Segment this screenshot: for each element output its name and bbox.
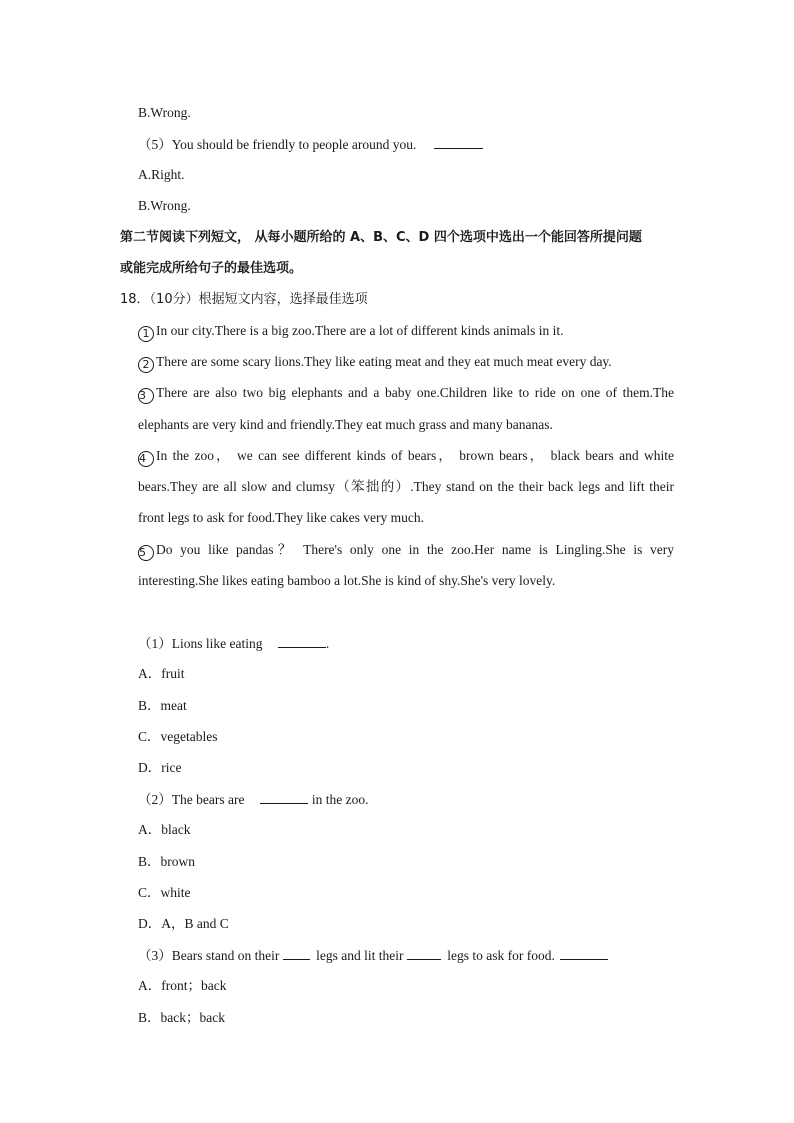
sub-question-2-blank[interactable]	[260, 790, 308, 804]
sub-question-3-stem-part-2: legs and lit their	[316, 948, 404, 963]
paragraph-1-line-1: In our city.There is a big zoo.There are a lot of different kinds animals in it.	[156, 323, 564, 338]
sub-question-1-option-d: D．rice	[138, 760, 182, 775]
sub-question-1-stem-row	[138, 634, 329, 653]
paragraph-5-line-2: interesting.She likes eating bamboo a lot.She is kind of shy.She's very lovely.	[138, 573, 556, 588]
sub-question-3-blank-1[interactable]	[283, 946, 310, 960]
sub-question-1-stem-end: .	[325, 636, 330, 651]
q5-stem-row	[138, 135, 483, 154]
paragraph-3-line-2: elephants are very kind and friendly.They eat much grass and many bananas.	[138, 417, 553, 432]
sub-question-1-blank[interactable]	[278, 634, 326, 648]
sub-question-3-answer-blank[interactable]	[560, 946, 608, 960]
question-18-title: 18．（10分）根据短文内容，选择最佳选项	[120, 292, 368, 307]
sub-question-3-blank-2[interactable]	[407, 946, 441, 960]
paragraph-4-line-1: In the zoo， we can see different kinds of bears， brown bears， black bears and white	[156, 448, 674, 463]
passage-paragraph-1	[138, 322, 564, 342]
paragraph-4-line-3: front legs to ask for food.They like cakes very much.	[138, 510, 425, 525]
paragraph-marker-3: 3	[138, 388, 154, 404]
paragraph-3-line-1: There are also two big elephants and a baby one.Children like to ride on one of them.The	[156, 385, 674, 400]
passage-paragraph-2	[138, 353, 612, 373]
paragraph-2-line-1: There are some scary lions.They like eating meat and they eat much meat every day.	[156, 354, 612, 369]
q5-option-a: A.Right.	[138, 167, 185, 182]
q5-option-b: B.Wrong.	[138, 198, 191, 213]
sub-question-2-option-d: D．A，B and C	[138, 916, 229, 931]
sub-question-2-stem: （2）The bears are	[138, 792, 245, 807]
sub-question-1-option-a: A．fruit	[138, 666, 185, 681]
paragraph-marker-5: 5	[138, 545, 154, 561]
q5-answer-blank[interactable]	[434, 135, 483, 149]
paragraph-marker-2: 2	[138, 357, 154, 373]
sub-question-3-stem-row	[138, 946, 608, 965]
sub-question-3-stem-part-3: legs to ask for food.	[447, 948, 555, 963]
section-heading-line2: 或能完成所给句子的最佳选项。	[120, 261, 303, 276]
sub-question-1-option-b: B．meat	[138, 698, 187, 713]
section-heading-line1: 第二节阅读下列短文， 从每小题所给的 A、B、C、D 四个选项中选出一个能回答所提问题	[120, 230, 642, 245]
paragraph-4-line-2: bears.They are all slow and clumsy（笨拙的）.They stand on the their back legs and lift their	[138, 479, 674, 494]
sub-question-2-stem-end: in the zoo.	[311, 792, 369, 807]
paragraph-marker-1: 1	[138, 326, 154, 342]
passage-paragraph-5-line-1	[138, 541, 674, 561]
paragraph-marker-4: 4	[138, 451, 154, 467]
sub-question-2-option-a: A．black	[138, 822, 191, 837]
sub-question-1-option-c: C．vegetables	[138, 729, 218, 744]
sub-question-1-stem: （1）Lions like eating	[138, 636, 263, 651]
sub-question-2-option-c: C．white	[138, 885, 191, 900]
sub-question-3-option-a: A．front；back	[138, 978, 227, 993]
paragraph-5-line-1: Do you like pandas？ There's only one in the zoo.Her name is Lingling.She is very	[156, 542, 674, 557]
sub-question-2-option-b: B．brown	[138, 854, 195, 869]
q4-option-b: B.Wrong.	[138, 105, 191, 120]
sub-question-2-stem-row	[138, 790, 368, 809]
passage-paragraph-4-line-1	[138, 447, 674, 467]
sub-question-3-stem-part-1: （3）Bears stand on their	[138, 948, 280, 963]
passage-paragraph-3-line-1	[138, 384, 674, 404]
q5-stem: （5）You should be friendly to people around you.	[138, 137, 417, 152]
sub-question-3-option-b: B．back；back	[138, 1010, 225, 1025]
